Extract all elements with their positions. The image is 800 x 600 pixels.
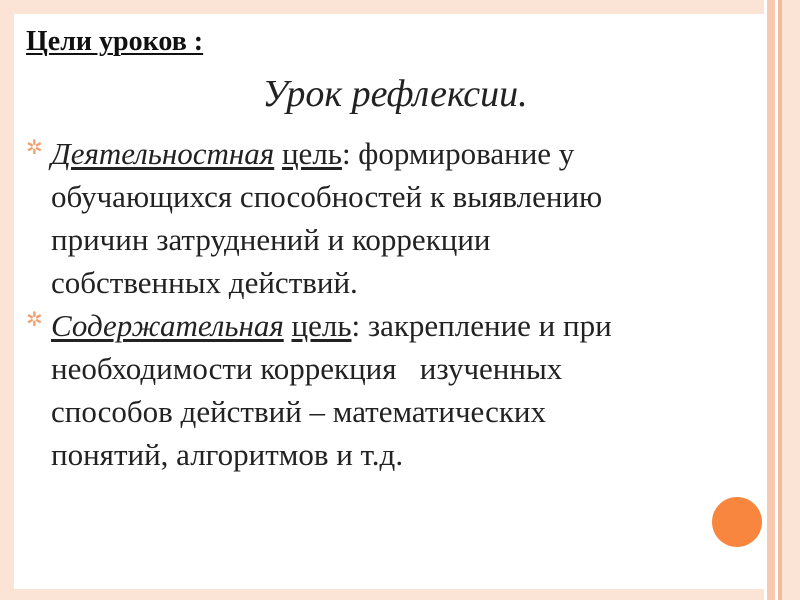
bullet-line: понятий, алгоритмов и т.д. — [51, 437, 404, 472]
bullet-line: способов действий – математических — [51, 394, 546, 429]
bullet-first-line-rest: : формирование у — [341, 136, 575, 171]
goal-type-term: Содержательная — [51, 308, 284, 343]
sparkle-bullet-icon: ✲ — [26, 309, 43, 331]
slide-subtitle: Урок рефлексии. — [262, 73, 528, 115]
sparkle-bullet-icon: ✲ — [26, 137, 43, 159]
goal-word: цель — [291, 308, 352, 343]
bullet-line: обучающихся способностей к выявлению — [51, 179, 603, 214]
bullet-line: причин затруднений и коррекции — [51, 222, 491, 257]
bullet-line — [51, 132, 711, 175]
bullet-line: необходимости коррекция изученных — [51, 351, 563, 386]
bullet-first-line-rest: : закрепление и при — [351, 308, 612, 343]
bullet-text — [51, 132, 711, 304]
slide-heading: Цели уроков : — [26, 26, 204, 57]
bullet-line — [51, 304, 711, 347]
bullet-text — [51, 304, 711, 476]
goal-type-term: Деятельностная — [51, 136, 275, 171]
decorative-circle — [712, 497, 762, 547]
bullet-line: собственных действий. — [51, 265, 358, 300]
goal-word: цель — [281, 136, 342, 171]
